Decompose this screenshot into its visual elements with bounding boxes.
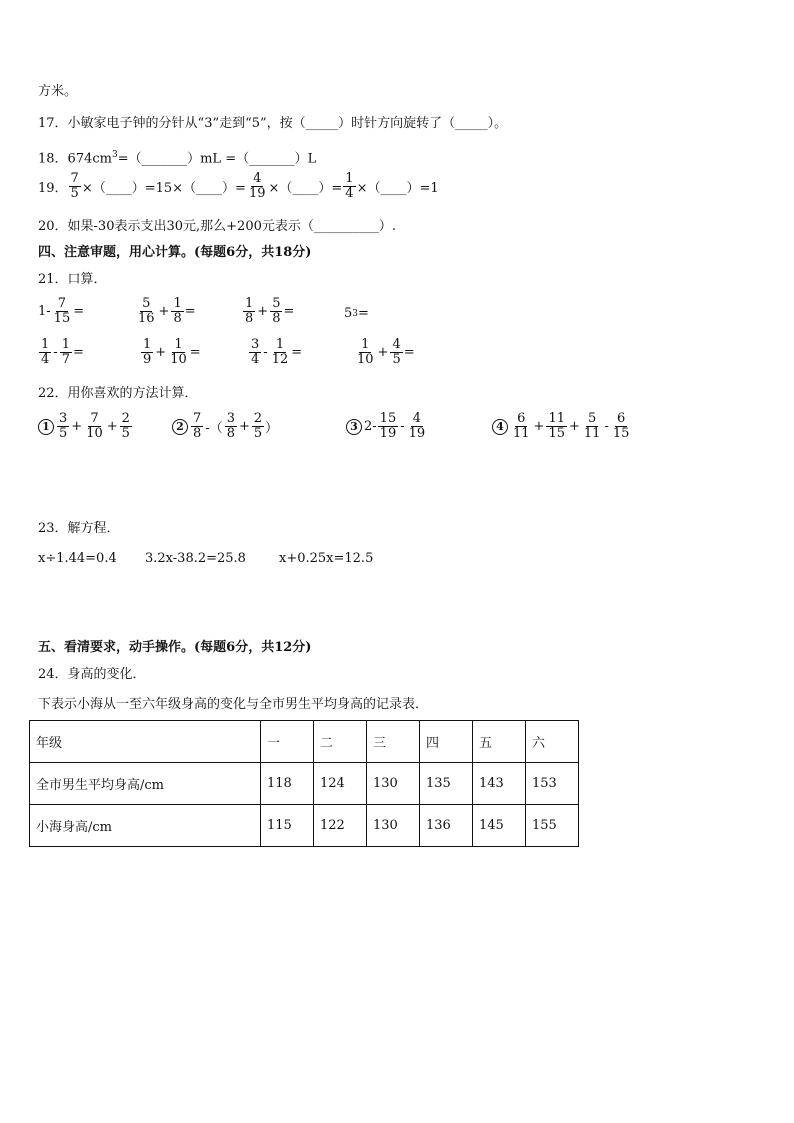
question-18 xyxy=(38,147,316,167)
table-cell: 135 xyxy=(420,763,473,805)
question-21: 21．口算． xyxy=(38,272,107,287)
q19-text-2: ×（____）= xyxy=(268,181,343,196)
question-22: 22．用你喜欢的方法计算． xyxy=(38,386,198,401)
q21-item-d: 5 3 = xyxy=(344,306,369,321)
section-4-heading: 四、注意审题，用心计算。(每题6分，共18分) xyxy=(38,245,312,260)
q18-text-b: =（_______）mL =（_______）L xyxy=(117,151,317,167)
question-19 xyxy=(38,172,439,201)
table-row xyxy=(30,763,579,805)
q21-item-f: $\frac{1}{9}$ + $\frac{1}{10}$ = xyxy=(143,337,201,367)
q21-item-b: $\frac{5}{16}$ + $\frac{1}{8}$ = xyxy=(138,296,196,326)
q22-item-4: 4 $\frac{6}{11}$ + $\frac{11}{15}$ + $\frac{5}{11}$ - $\frac{6}{15}$ xyxy=(492,412,632,441)
q21-item-h: $\frac{1}{10}$ + $\frac{4}{5}$ = xyxy=(357,337,415,367)
line-fangmi: 方米。 xyxy=(38,84,78,99)
table-cell: 118 xyxy=(261,763,314,805)
table-cell: 五 xyxy=(473,721,526,763)
q21-item-a: 1- $\frac{7}{15}$ = xyxy=(38,296,85,326)
equation-3: x+0.25x=12.5 xyxy=(279,551,374,566)
equation-1: x÷1.44=0.4 xyxy=(38,551,117,566)
question-20: 20．如果-30表示支出30元,那么+200元表示（__________）. xyxy=(38,219,396,234)
table-cell: 124 xyxy=(314,763,367,805)
q22-item-2: 2 $\frac{7}{8}$ -（ $\frac{3}{8}$ + $\frac{2}{5}$ ） xyxy=(172,412,278,441)
table-cell: 136 xyxy=(420,805,473,847)
height-table xyxy=(29,720,579,847)
circled-number: 3 xyxy=(346,419,362,435)
equation-2: 3.2x-38.2=25.8 xyxy=(145,551,246,566)
table-cell: 130 xyxy=(367,805,420,847)
q22-item-1: 1 $\frac{3}{5}$ + $\frac{7}{10}$ + $\frac{2}{5}$ xyxy=(38,412,133,441)
table-cell: 六 xyxy=(526,721,579,763)
question-24: 24．身高的变化． xyxy=(38,667,146,682)
table-caption: 下表示小海从一至六年级身高的变化与全市男生平均身高的记录表． xyxy=(38,697,429,712)
section-5-heading: 五、看清要求，动手操作。(每题6分，共12分) xyxy=(38,640,312,655)
q19-text-1: ×（____）=15×（____）= xyxy=(81,181,246,196)
table-cell: 122 xyxy=(314,805,367,847)
circled-number: 2 xyxy=(172,419,188,435)
q21-item-g: $\frac{3}{4}$ - $\frac{1}{12}$ = xyxy=(251,337,303,367)
q18-sup: 3 xyxy=(111,150,118,160)
circled-number: 1 xyxy=(38,419,54,435)
q19-text-3: ×（____）=1 xyxy=(356,181,439,196)
table-cell: 全市男生平均身高/cm xyxy=(30,763,261,805)
question-17: 17．小敏家电子钟的分针从“3”走到“5”，按（_____）时针方向旋转了（_____）。 xyxy=(38,116,508,131)
table-cell: 130 xyxy=(367,763,420,805)
q22-item-3: 3 2- $\frac{15}{19}$ - $\frac{4}{19}$ xyxy=(346,412,428,441)
table-cell: 153 xyxy=(526,763,579,805)
table-cell: 二 xyxy=(314,721,367,763)
table-row xyxy=(30,805,579,847)
fraction: $\frac{1}{4}$ xyxy=(345,171,354,201)
table-cell: 155 xyxy=(526,805,579,847)
table-cell: 145 xyxy=(473,805,526,847)
table-cell: 143 xyxy=(473,763,526,805)
q18-text-a: 18．674cm xyxy=(38,151,112,167)
q19-label: 19． xyxy=(38,181,68,196)
table-cell: 三 xyxy=(367,721,420,763)
table-cell: 年级 xyxy=(30,721,261,763)
table-cell: 一 xyxy=(261,721,314,763)
fraction: $\frac{7}{5}$ xyxy=(70,171,79,201)
question-23: 23．解方程． xyxy=(38,521,120,536)
table-cell: 四 xyxy=(420,721,473,763)
table-cell: 115 xyxy=(261,805,314,847)
table-cell: 小海身高/cm xyxy=(30,805,261,847)
q21-item-c: $\frac{1}{8}$ + $\frac{5}{8}$ = xyxy=(245,296,295,326)
table-row xyxy=(30,721,579,763)
q21-item-e: $\frac{1}{4}$ - $\frac{1}{7}$ = xyxy=(41,337,84,367)
fraction: $\frac{4}{19}$ xyxy=(248,171,266,201)
circled-number: 4 xyxy=(492,419,508,435)
